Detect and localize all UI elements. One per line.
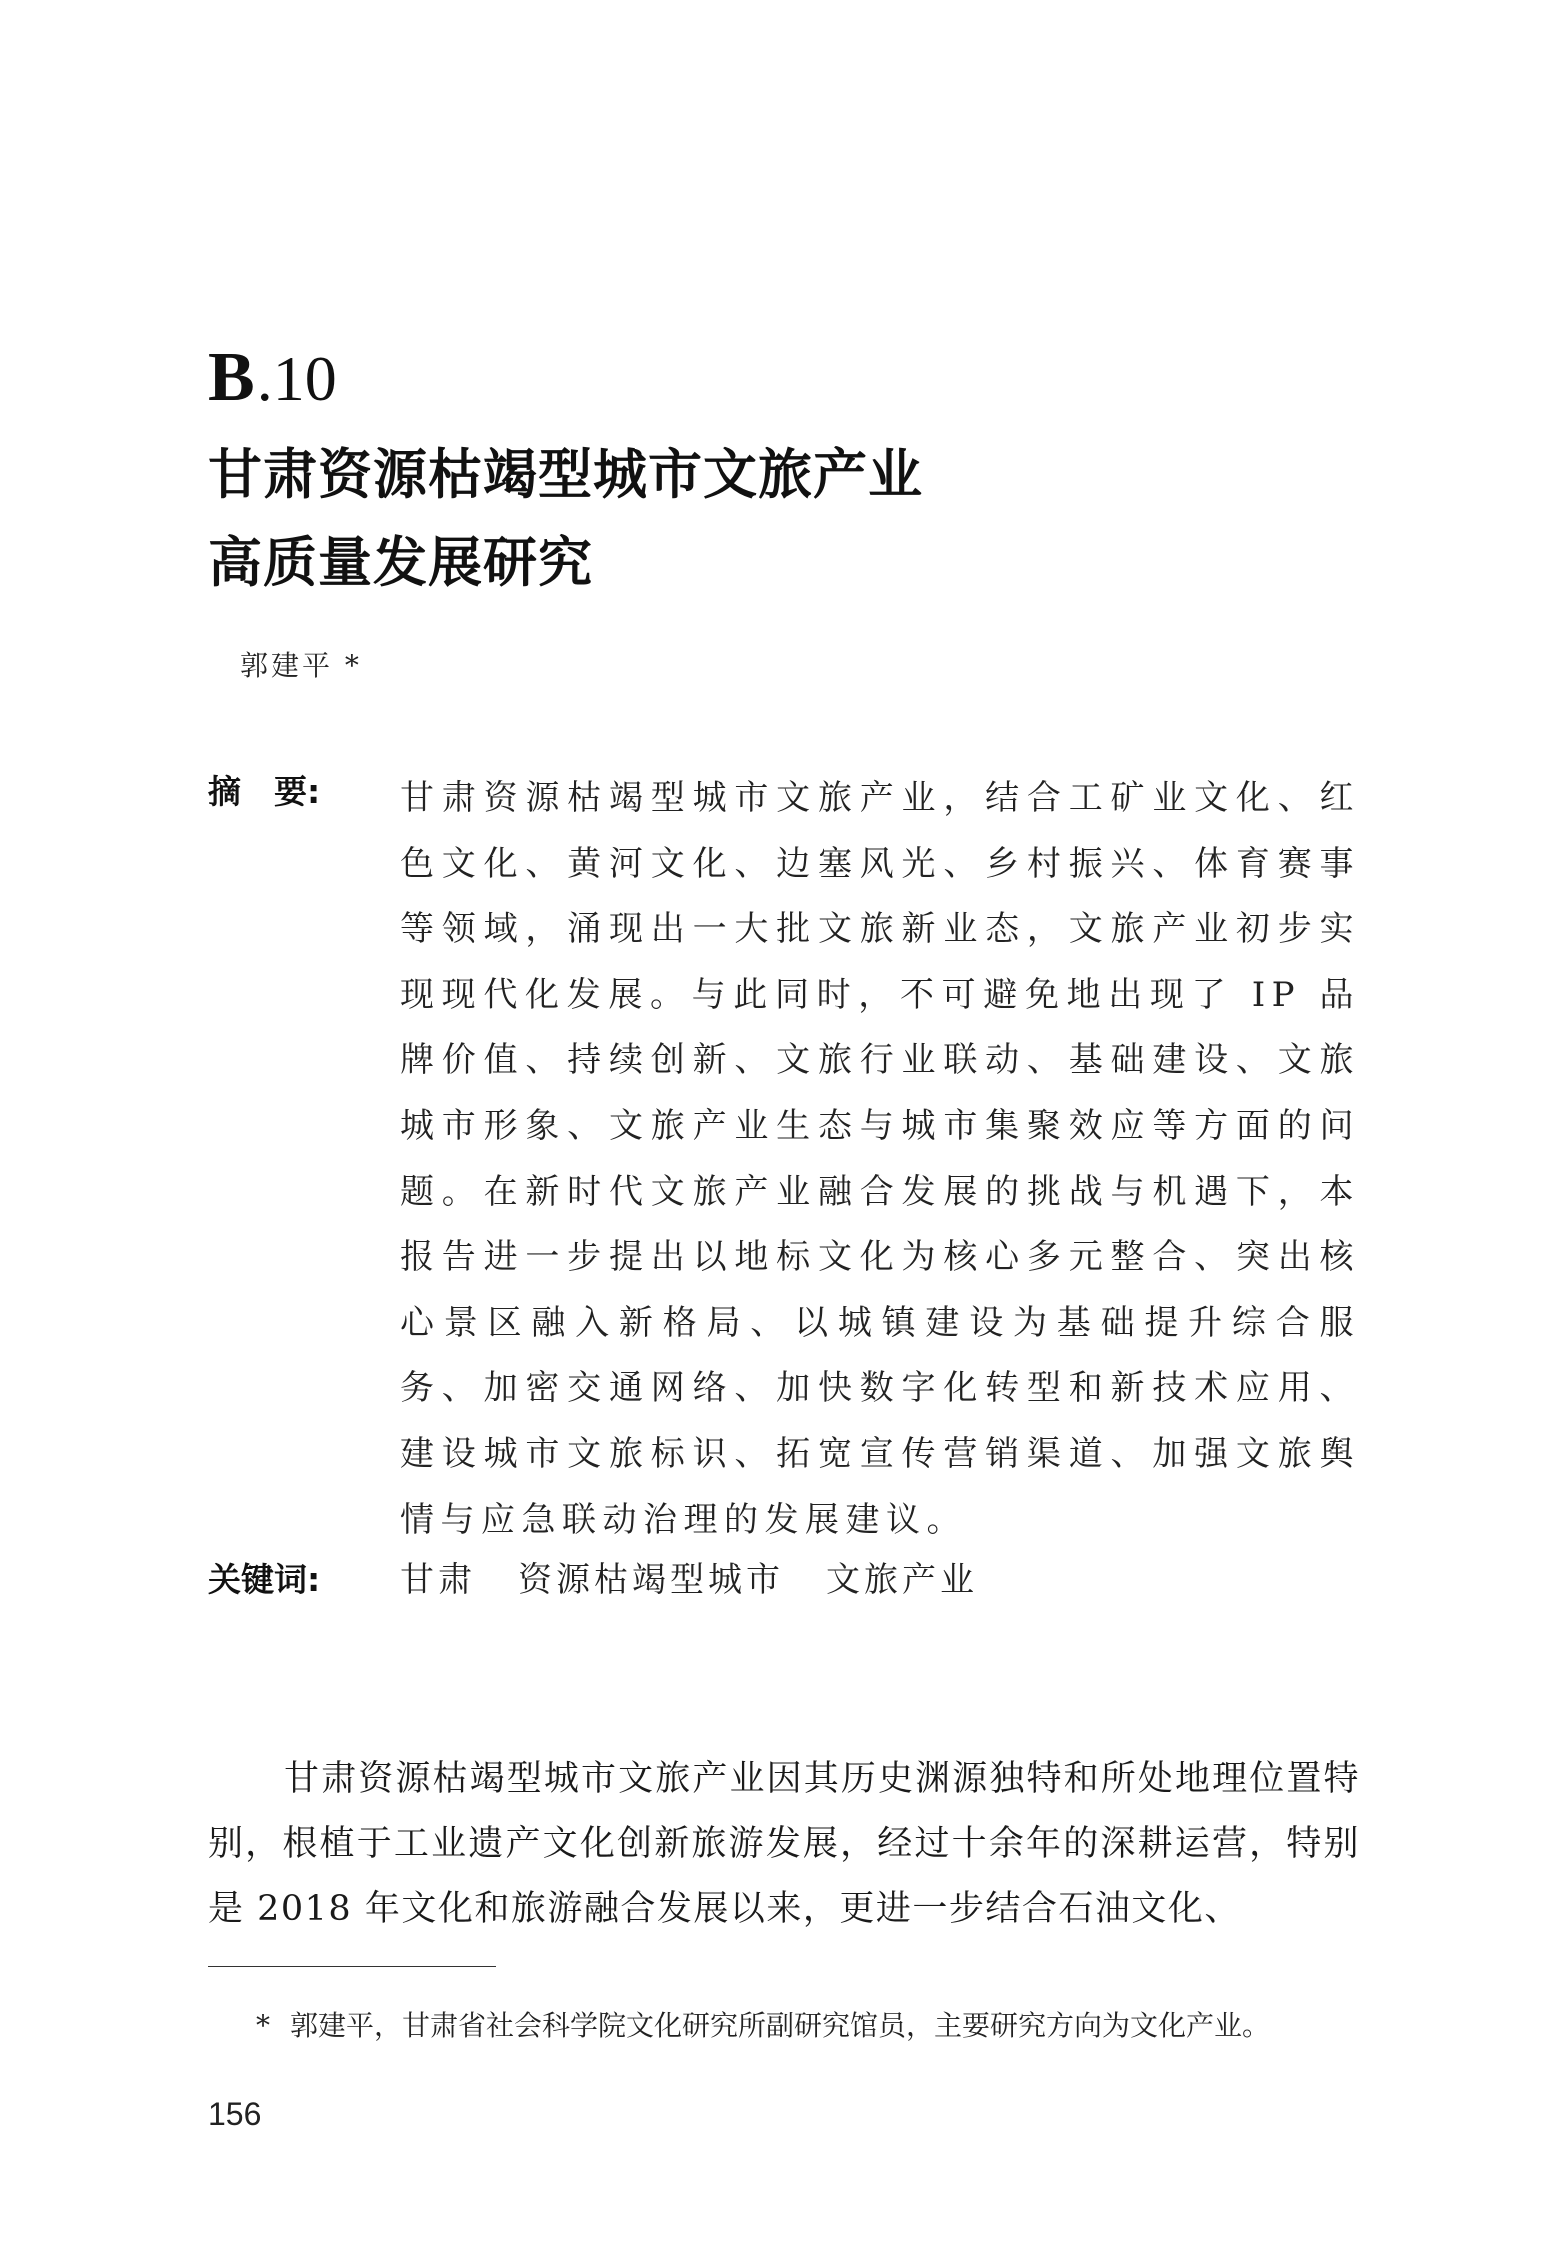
- keyword-item: 文旅产业: [826, 1560, 978, 1600]
- author-name: 郭建平 *: [240, 649, 362, 682]
- keywords-list: [400, 1556, 1020, 1604]
- body-paragraph: 甘肃资源枯竭型城市文旅产业因其历史渊源独特和所处地理位置特别，根植于工业遗产文化创新旅游发展，经过十余年的深耕运营，特别是 2018 年文化和旅游融合发展以来，更进一步结合石油文化、: [208, 1759, 1360, 1929]
- abstract-text: 甘肃资源枯竭型城市文旅产业，结合工矿业文化、红色文化、黄河文化、边塞风光、乡村振兴、体育赛事等领域，涌现出一大批文旅新业态，文旅产业初步实现现代化发展。与此同时，不可避免地出现了 IP 品牌价值、持续创新、文旅行业联动、基础建设、文旅城市形象、文旅产业生态与城市集聚效应等方面的问题。在新时代文旅产业融合发展的挑战与机遇下，本报告进一步提出以地标文化为核心多元整合、突出核心景区融入新格局、以城镇建设为基础提升综合服务、加密交通网络、加快数字化转型和新技术应用、建设城市文旅标识、拓宽宣传营销渠道、加强文旅舆情与应急联动治理的发展建议。: [400, 778, 1360, 1540]
- footnote-divider: [208, 1966, 496, 1967]
- footnote: [256, 2006, 1270, 2046]
- chapter-letter: B: [208, 339, 257, 416]
- chapter-index: .10: [256, 343, 337, 414]
- page-number: 156: [208, 2096, 262, 2132]
- keyword-item: 资源枯竭型城市: [518, 1560, 784, 1600]
- chapter-number: [208, 338, 337, 419]
- keyword-item: 甘肃: [400, 1560, 476, 1600]
- footnote-mark: *: [256, 2009, 270, 2042]
- keywords-label: 关键词:: [208, 1560, 321, 1599]
- chapter-title: [208, 430, 923, 606]
- abstract-label: 摘 要:: [208, 772, 321, 811]
- footnote-text: 郭建平，甘肃省社会科学院文化研究所副研究馆员，主要研究方向为文化产业。: [290, 2009, 1271, 2042]
- title-line-1: 甘肃资源枯竭型城市文旅产业: [208, 442, 923, 506]
- title-line-2: 高质量发展研究: [208, 530, 593, 594]
